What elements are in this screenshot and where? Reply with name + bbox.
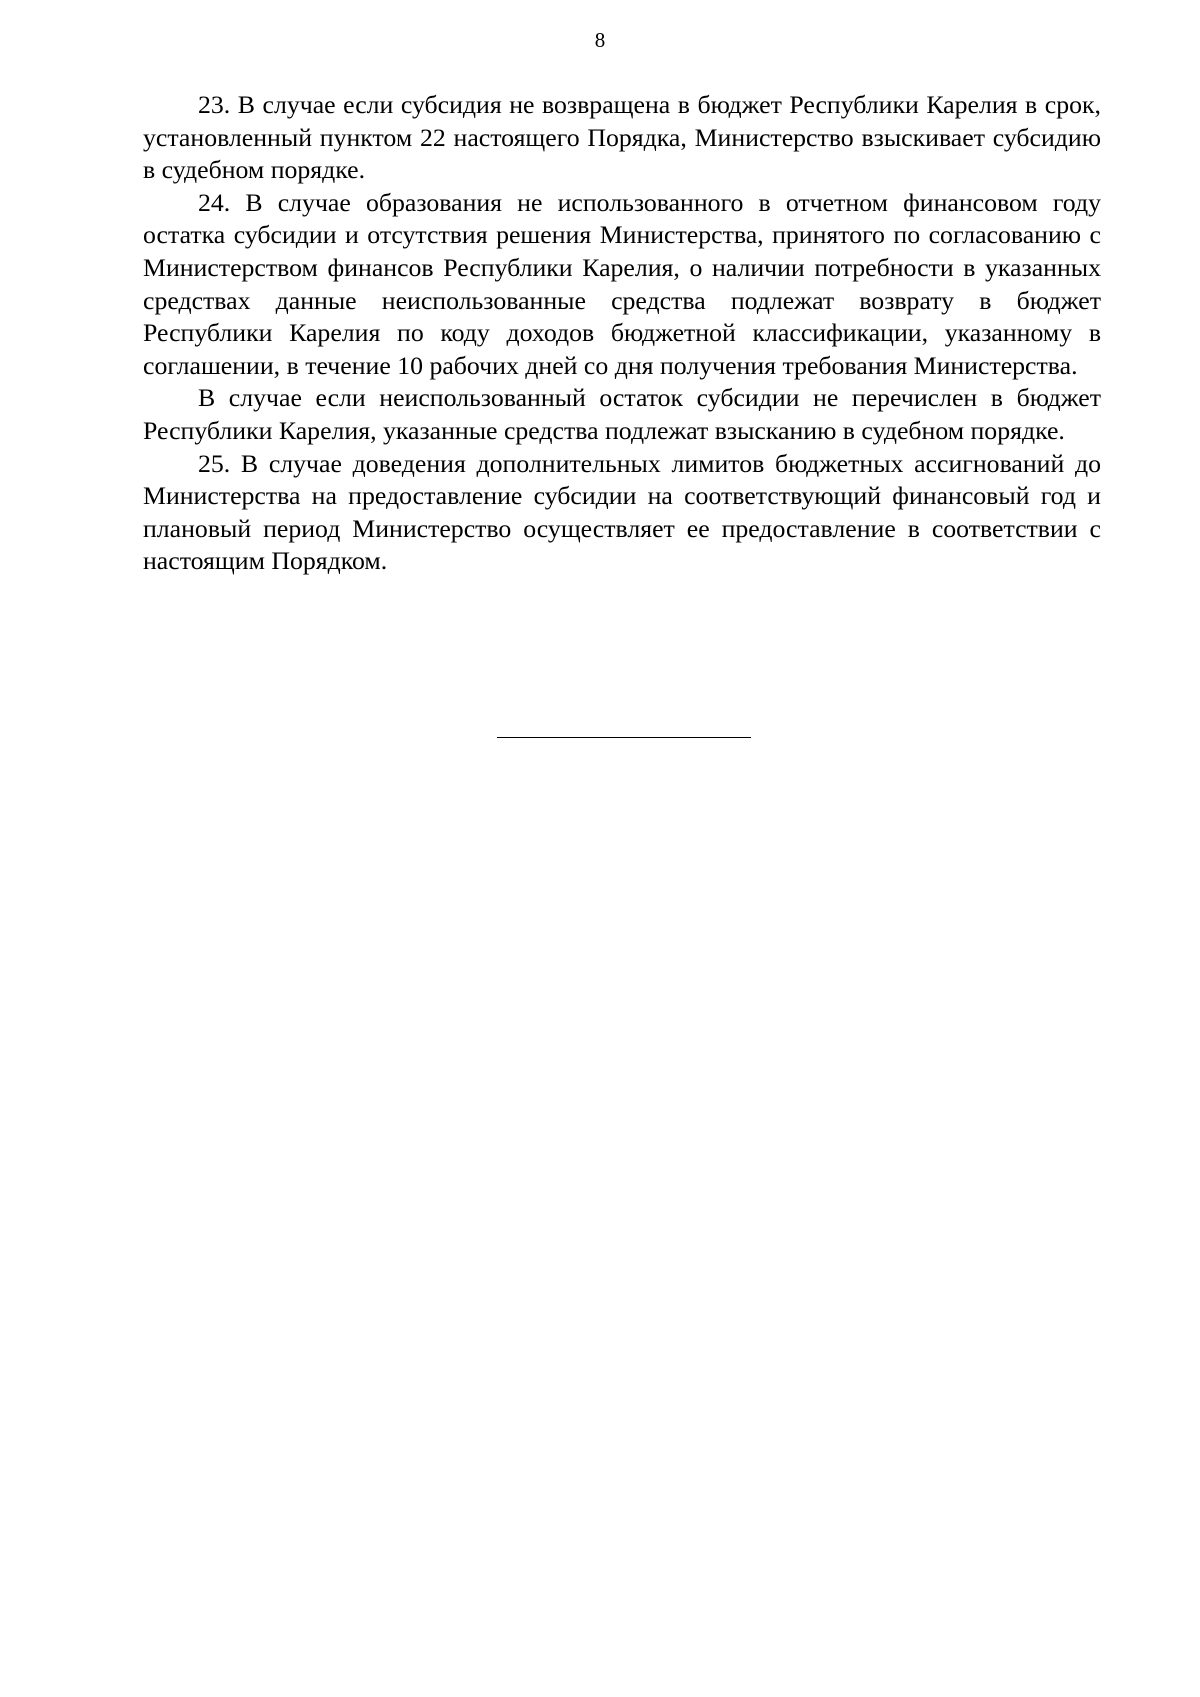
- paragraph-23: 23. В случае если субсидия не возвращена в бюджет Республики Карелия в срок, установленный пунктом 22 настоящего Порядка, Министерство взыскивает субсидию в судебном порядке.: [143, 90, 1101, 185]
- paragraph-25: 25. В случае доведения дополнительных лимитов бюджетных ассигнований до Министерства на предоставление субсидии на соответствующий финансовый год и плановый период Министерство осуществляет ее предоставление в соответствии с настоящим Порядком.: [143, 448, 1101, 576]
- end-separator-line: [497, 737, 751, 738]
- paragraph-24-continuation: В случае если неиспользованный остаток субсидии не перечислен в бюджет Республики Карелия, указанные средства подлежат взысканию в судебном порядке.: [143, 383, 1101, 445]
- paragraph-24: 24. В случае образования не использованного в отчетном финансовом году остатка субсидии и отсутствия решения Министерства, принятого по согласованию с Министерством финансов Республики Карелия, о наличии потребности в указанных средствах данные неиспользованные средства подлежат возврату в бюджет Республики Карелия по коду доходов бюджетной классификации, указанному в соглашении, в течение 10 рабочих дней со дня получения требования Министерства.: [143, 187, 1101, 380]
- document-body: [143, 89, 1101, 578]
- page-number: 8: [594, 28, 606, 52]
